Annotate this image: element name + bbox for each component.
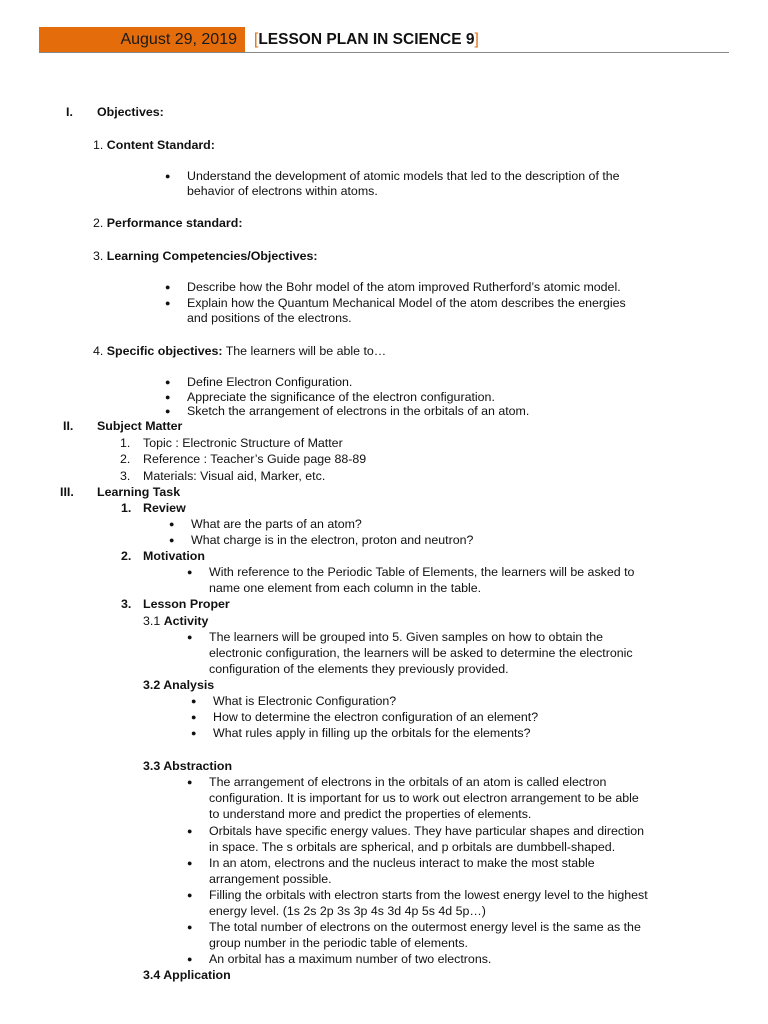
activity-heading: 3.1 Activity: [143, 614, 209, 628]
list-item-continued: arrangement possible.: [209, 872, 332, 886]
list-item: ● Orbitals have specific energy values. They have particular shapes and direction: [209, 824, 644, 839]
list-item: Reference : Teacher’s Guide page 88-89: [143, 452, 367, 466]
analysis-heading: 3.2 Analysis: [143, 678, 215, 692]
list-item: ● Describe how the Bohr model of the atom improved Rutherford’s atomic model.: [187, 280, 621, 295]
list-item-continued: behavior of electrons within atoms.: [187, 184, 378, 198]
application-heading: 3.4 Application: [143, 968, 231, 982]
header-bracket-open: [: [254, 31, 259, 48]
list-item: ● The learners will be grouped into 5. Given samples on how to obtain the: [209, 630, 603, 645]
list-item-continued: in space. The s orbitals are spherical, and p orbitals are dumbbell-shaped.: [209, 840, 616, 854]
list-item: ● An orbital has a maximum number of two electrons.: [209, 952, 491, 967]
list-item-continued: electronic configuration, the learners will be asked to determine the electronic: [209, 646, 633, 660]
section-numeral-1: I.: [66, 105, 73, 119]
review-heading: Review: [143, 501, 186, 515]
review-number: 1.: [121, 501, 132, 515]
list-item: ● Understand the development of atomic models that led to the description of the: [187, 169, 620, 184]
motivation-heading: Motivation: [143, 549, 205, 563]
content-standard-heading: 1. Content Standard:: [93, 138, 215, 152]
list-item: ● In an atom, electrons and the nucleus interact to make the most stable: [209, 856, 595, 871]
competencies-heading: 3. Learning Competencies/Objectives:: [93, 249, 318, 263]
list-item: ● With reference to the Periodic Table of Elements, the learners will be asked to: [209, 565, 634, 580]
header-date-banner: [39, 27, 245, 53]
motivation-number: 2.: [121, 549, 132, 563]
list-item-continued: configuration of the elements they previously provided.: [209, 662, 509, 676]
section-heading-subject-matter: Subject Matter: [97, 419, 183, 433]
list-item: ● Appreciate the significance of the electron configuration.: [187, 390, 495, 405]
specific-objectives-heading: 4. Specific objectives: The learners will be able to…: [93, 344, 387, 358]
lesson-proper-heading: Lesson Proper: [143, 597, 230, 611]
list-item-continued: name one element from each column in the table.: [209, 581, 482, 595]
list-item-continued: energy level. (1s 2s 2p 3s 3p 4s 3d 4p 5s 4d 5p…): [209, 904, 486, 918]
list-item-number: 2.: [120, 452, 131, 466]
header-bracket-close: ]: [474, 31, 479, 48]
list-item: ● What is Electronic Configuration?: [213, 694, 396, 709]
list-item: ● Define Electron Configuration.: [187, 375, 352, 390]
list-item: ● The total number of electrons on the outermost energy level is the same as the: [209, 920, 641, 935]
header-title-text: LESSON PLAN IN SCIENCE 9: [258, 31, 475, 48]
list-item: ● Explain how the Quantum Mechanical Model of the atom describes the energies: [187, 296, 626, 311]
header-rule: [39, 52, 729, 53]
section-numeral-2: II.: [63, 419, 74, 433]
list-item-number: 1.: [120, 436, 131, 450]
section-heading-learning-task: Learning Task: [97, 485, 181, 499]
header-title: [254, 31, 479, 49]
list-item: ● Filling the orbitals with electron starts from the lowest energy level to the highest: [209, 888, 648, 903]
list-item-continued: and positions of the electrons.: [187, 311, 352, 325]
list-item: ● How to determine the electron configuration of an element?: [213, 710, 538, 725]
performance-standard-heading: 2. Performance standard:: [93, 216, 243, 230]
list-item: ● The arrangement of electrons in the orbitals of an atom is called electron: [209, 775, 606, 790]
header-date: August 29, 2019: [120, 31, 237, 48]
list-item: ● What rules apply in filling up the orbitals for the elements?: [213, 726, 531, 741]
lesson-proper-number: 3.: [121, 597, 132, 611]
list-item: ● What charge is in the electron, proton and neutron?: [191, 533, 473, 548]
list-item-continued: configuration. It is important for us to work out electron arrangement to be able: [209, 791, 639, 805]
list-item: Materials: Visual aid, Marker, etc.: [143, 469, 326, 483]
list-item: ● What are the parts of an atom?: [191, 517, 362, 532]
abstraction-heading: 3.3 Abstraction: [143, 759, 233, 773]
list-item: ● Sketch the arrangement of electrons in the orbitals of an atom.: [187, 404, 529, 419]
list-item: Topic : Electronic Structure of Matter: [143, 436, 343, 450]
section-heading-objectives: Objectives:: [97, 105, 164, 119]
list-item-continued: group number in the periodic table of elements.: [209, 936, 468, 950]
list-item-continued: to understand more and predict the properties of elements.: [209, 807, 532, 821]
list-item-number: 3.: [120, 469, 131, 483]
section-numeral-3: III.: [60, 485, 74, 499]
